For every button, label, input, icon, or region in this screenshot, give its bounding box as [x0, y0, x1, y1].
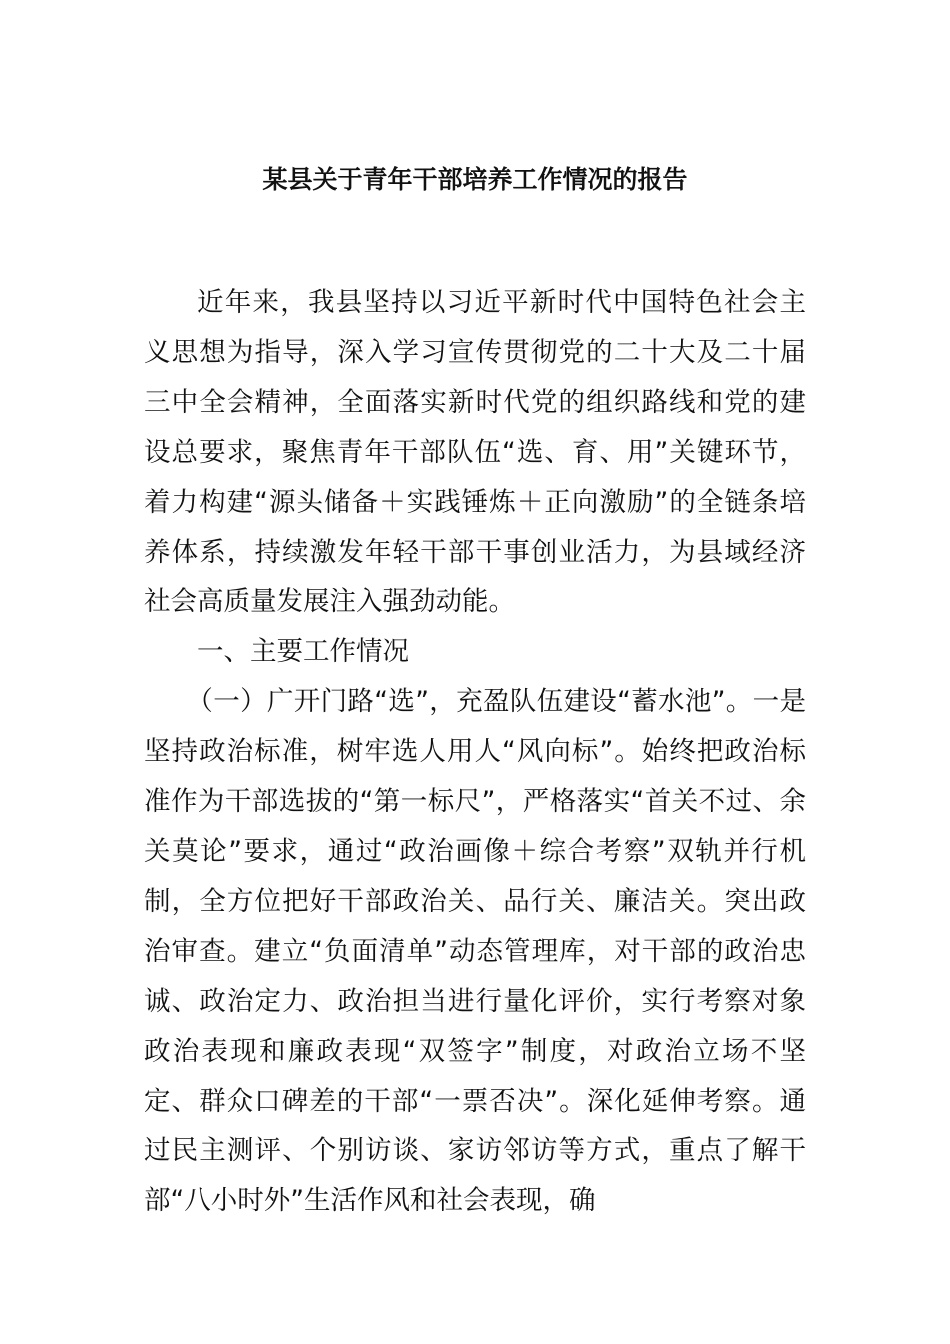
- section-heading: 一、主要工作情况: [197, 636, 409, 668]
- section-paragraph: （一）广开门路“选”，充盈队伍建设“蓄水池”。一是坚持政治标准，树牢选人用人“风向标”。始终把政治标准作为干部选拔的“第一标尺”，严格落实“首关不过、余关莫论”要求，通过“政治画像＋综合考察”双轨并行机制，全方位把好干部政治关、品行关、廉洁关。突出政治审查。建立“负面清单”动态管理库，对干部的政治忠诚、政治定力、政治担当进行量化评价，实行考察对象政治表现和廉政表现“双签字”制度，对政治立场不坚定、群众口碑差的干部“一票否决”。深化延伸考察。通过民主测评、个别访谈、家访邻访等方式，重点了解干部“八小时外”生活作风和社会表现，确: [144, 686, 806, 1217]
- intro-paragraph: 近年来，我县坚持以习近平新时代中国特色社会主义思想为指导，深入学习宣传贯彻党的二十大及二十届三中全会精神，全面落实新时代党的组织路线和党的建设总要求，聚焦青年干部队伍“选、育、用”关键环节，着力构建“源头储备＋实践锤炼＋正向激励”的全链条培养体系，持续激发年轻干部干事创业活力，为县域经济社会高质量发展注入强劲动能。: [144, 287, 806, 618]
- document-title: 某县关于青年干部培养工作情况的报告: [262, 165, 688, 194]
- document-body: [144, 278, 806, 1226]
